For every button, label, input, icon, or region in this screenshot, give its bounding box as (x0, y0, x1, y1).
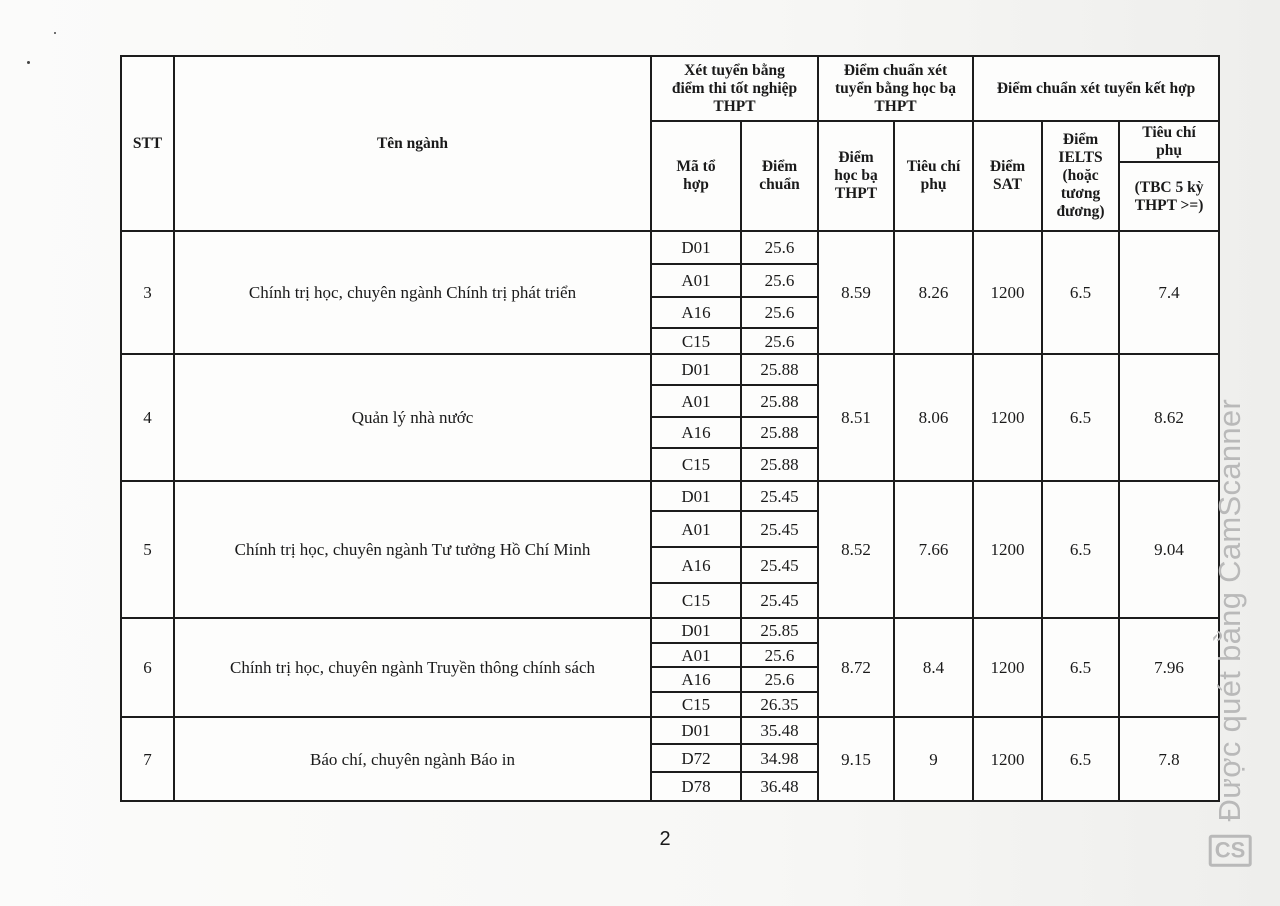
combo-score-cell: 25.45 (741, 547, 818, 583)
combo-code-cell: D78 (651, 772, 741, 801)
combined-criteria-cell: 7.96 (1119, 618, 1219, 717)
camscanner-logo-icon: CS (1209, 835, 1252, 867)
combo-score-cell: 26.35 (741, 692, 818, 717)
combo-code-cell: C15 (651, 448, 741, 481)
combo-score-cell: 25.88 (741, 354, 818, 385)
ielts-score-cell: 6.5 (1042, 481, 1119, 618)
header-tieu-chi-phu-hoc-ba: Tiêu chí phụ (894, 121, 973, 231)
combo-code-cell: A16 (651, 547, 741, 583)
hoc-ba-score-cell: 8.72 (818, 618, 894, 717)
combo-score-cell: 25.6 (741, 231, 818, 264)
combo-score-cell: 25.6 (741, 328, 818, 354)
sat-score-cell: 1200 (973, 231, 1042, 354)
major-name-cell: Chính trị học, chuyên ngành Chính trị phát triển (174, 231, 651, 354)
combo-score-cell: 25.6 (741, 297, 818, 328)
header-diem-chuan: Điểm chuẩn (741, 121, 818, 231)
combo-score-cell: 34.98 (741, 744, 818, 772)
combo-score-cell: 36.48 (741, 772, 818, 801)
combo-code-cell: A01 (651, 264, 741, 297)
combo-code-cell: D01 (651, 481, 741, 511)
hoc-ba-criteria-cell: 9 (894, 717, 973, 801)
combo-code-cell: D01 (651, 354, 741, 385)
major-name-cell: Chính trị học, chuyên ngành Truyền thông chính sách (174, 618, 651, 717)
sat-score-cell: 1200 (973, 354, 1042, 481)
page-number: 2 (659, 828, 671, 850)
header-group-thpt-exam: Xét tuyển bằng điểm thi tốt nghiệp THPT (651, 56, 818, 121)
header-diem-sat: Điểm SAT (973, 121, 1042, 231)
watermark-text: Được quét bằng CamScanner (1212, 398, 1247, 822)
combo-code-cell: D01 (651, 231, 741, 264)
hoc-ba-score-cell: 8.52 (818, 481, 894, 618)
combo-code-cell: A01 (651, 511, 741, 547)
combo-score-cell: 25.45 (741, 511, 818, 547)
combo-code-cell: A16 (651, 667, 741, 692)
combo-code-cell: C15 (651, 583, 741, 618)
stt-cell: 7 (121, 717, 174, 801)
combo-score-cell: 25.6 (741, 643, 818, 667)
combo-score-cell: 25.45 (741, 481, 818, 511)
header-group-hoc-ba: Điểm chuẩn xét tuyển bằng học bạ THPT (818, 56, 973, 121)
combined-criteria-cell: 7.8 (1119, 717, 1219, 801)
combo-score-cell: 35.48 (741, 717, 818, 744)
combo-code-cell: C15 (651, 692, 741, 717)
combo-score-cell: 25.6 (741, 667, 818, 692)
header-group-ket-hop: Điểm chuẩn xét tuyển kết hợp (973, 56, 1219, 121)
combo-score-cell: 25.88 (741, 417, 818, 448)
combo-score-cell: 25.88 (741, 385, 818, 417)
header-diem-hoc-ba: Điểm học bạ THPT (818, 121, 894, 231)
sat-score-cell: 1200 (973, 717, 1042, 801)
hoc-ba-criteria-cell: 7.66 (894, 481, 973, 618)
ielts-score-cell: 6.5 (1042, 354, 1119, 481)
hoc-ba-score-cell: 8.59 (818, 231, 894, 354)
header-stt: STT (121, 56, 174, 231)
table-row (121, 717, 1219, 744)
major-name-cell: Báo chí, chuyên ngành Báo in (174, 717, 651, 801)
combo-code-cell: C15 (651, 328, 741, 354)
combo-score-cell: 25.45 (741, 583, 818, 618)
hoc-ba-criteria-cell: 8.4 (894, 618, 973, 717)
stt-cell: 5 (121, 481, 174, 618)
combo-code-cell: A01 (651, 385, 741, 417)
camscanner-watermark (1212, 399, 1248, 872)
header-ma-to-hop: Mã tổ hợp (651, 121, 741, 231)
combo-code-cell: A01 (651, 643, 741, 667)
stt-cell: 3 (121, 231, 174, 354)
combo-code-cell: A16 (651, 297, 741, 328)
sat-score-cell: 1200 (973, 481, 1042, 618)
hoc-ba-criteria-cell: 8.06 (894, 354, 973, 481)
header-tieu-chi-phu-note: (TBC 5 kỳ THPT >=) (1119, 162, 1219, 231)
scan-speck (27, 61, 30, 64)
stt-cell: 6 (121, 618, 174, 717)
hoc-ba-score-cell: 9.15 (818, 717, 894, 801)
ielts-score-cell: 6.5 (1042, 618, 1119, 717)
major-name-cell: Quản lý nhà nước (174, 354, 651, 481)
table-row (121, 354, 1219, 385)
table-row (121, 481, 1219, 511)
header-tieu-chi-phu-ket-hop: Tiêu chí phụ (1119, 121, 1219, 162)
combined-criteria-cell: 7.4 (1119, 231, 1219, 354)
header-diem-ielts: Điểm IELTS (hoặc tương đương) (1042, 121, 1119, 231)
combo-code-cell: A16 (651, 417, 741, 448)
ielts-score-cell: 6.5 (1042, 231, 1119, 354)
combo-score-cell: 25.85 (741, 618, 818, 643)
combined-criteria-cell: 8.62 (1119, 354, 1219, 481)
stt-cell: 4 (121, 354, 174, 481)
ielts-score-cell: 6.5 (1042, 717, 1119, 801)
header-ten-nganh: Tên ngành (174, 56, 651, 231)
table-row (121, 618, 1219, 643)
table-row (121, 231, 1219, 264)
sat-score-cell: 1200 (973, 618, 1042, 717)
combo-score-cell: 25.88 (741, 448, 818, 481)
hoc-ba-criteria-cell: 8.26 (894, 231, 973, 354)
combo-score-cell: 25.6 (741, 264, 818, 297)
hoc-ba-score-cell: 8.51 (818, 354, 894, 481)
combined-criteria-cell: 9.04 (1119, 481, 1219, 618)
combo-code-cell: D01 (651, 717, 741, 744)
admission-scores-table (120, 55, 1220, 802)
scan-speck (54, 32, 56, 34)
combo-code-cell: D72 (651, 744, 741, 772)
major-name-cell: Chính trị học, chuyên ngành Tư tưởng Hồ Chí Minh (174, 481, 651, 618)
combo-code-cell: D01 (651, 618, 741, 643)
